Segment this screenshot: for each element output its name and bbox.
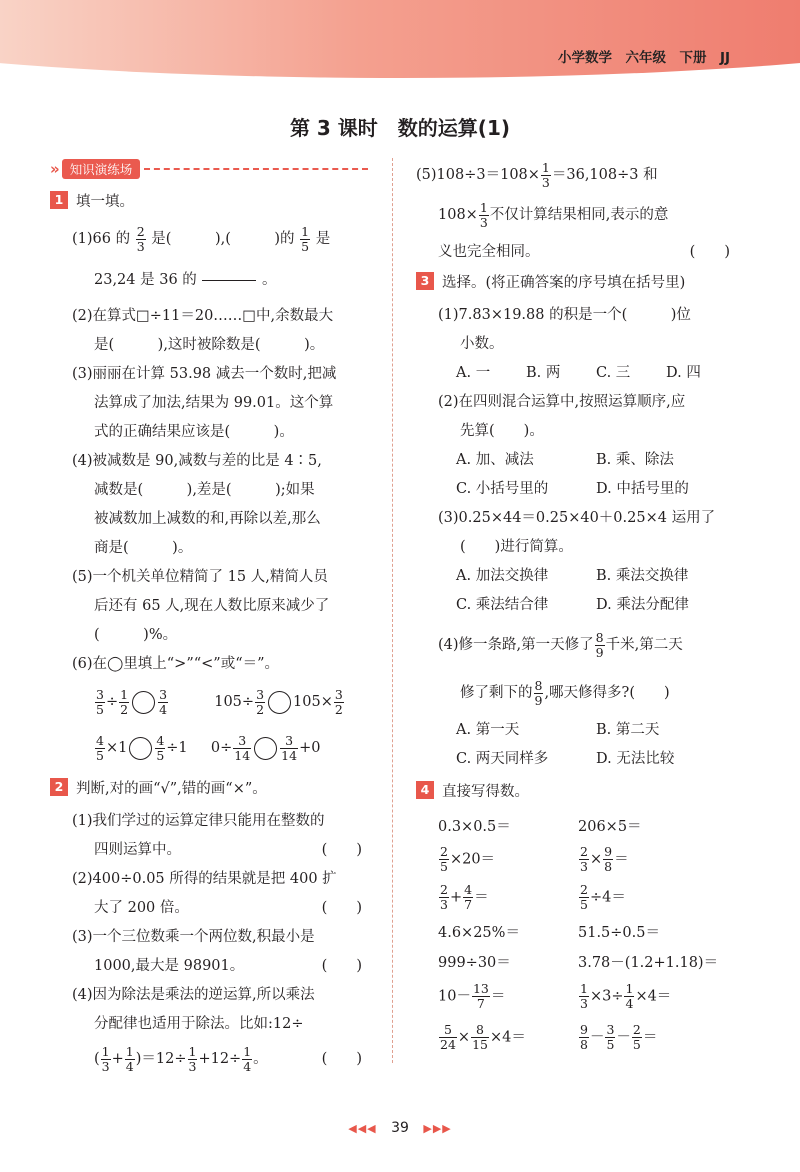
- question-number-badge: 1: [50, 191, 68, 209]
- q2-part-4: [50, 981, 368, 1079]
- calc-item: $\frac{2}{3}$ × $\frac{9}{8}$ ＝: [580, 843, 629, 874]
- q3-part-1: [416, 301, 736, 359]
- q1-part-3: [50, 360, 368, 447]
- q2-part-3: [50, 923, 368, 981]
- text: 108×: [438, 207, 478, 223]
- calc-item: $\frac{2}{3}$ + $\frac{4}{7}$ ＝: [440, 881, 489, 912]
- q3-1-options: [416, 359, 736, 388]
- text: 105×: [293, 694, 333, 710]
- text: 。: [253, 1051, 268, 1067]
- text: (4)修一条路,第一天修了: [438, 637, 594, 653]
- text: +0: [299, 740, 321, 756]
- q3-4-options-row-2: [416, 745, 736, 774]
- answer-paren[interactable]: ( ): [321, 1051, 362, 1067]
- q2-part-1: [50, 807, 368, 865]
- fraction: $\frac{3}{2}$: [334, 686, 343, 717]
- text: 1000,最大是 98901。: [94, 958, 245, 974]
- question-title: 填一填。: [76, 193, 134, 210]
- text-line: (3)0.25×44＝0.25×40＋0.25×4 运用了: [438, 510, 716, 526]
- answer-paren[interactable]: ( ): [689, 244, 730, 260]
- question-1-heading: [50, 188, 368, 212]
- fraction: $\frac{1}{3}$: [188, 1043, 197, 1074]
- text-line: (3)一个三位数乘一个两位数,积最小是: [72, 929, 315, 945]
- column-divider: [392, 158, 393, 1063]
- text: 23,24 是 36 的: [94, 272, 197, 288]
- page-number: [0, 1120, 800, 1136]
- q2-part-5: [416, 158, 736, 267]
- calc-row: [416, 916, 736, 946]
- text-line: (1)7.83×19.88 的积是一个( )位: [438, 307, 691, 323]
- compare-circle[interactable]: [254, 737, 277, 760]
- text: 不仅计算结果相同,表示的意: [489, 207, 669, 223]
- text: 105÷: [214, 694, 255, 710]
- option[interactable]: C. 小括号里的: [456, 481, 549, 497]
- text: +12÷: [198, 1051, 242, 1067]
- compare-circle[interactable]: [132, 691, 155, 714]
- calc-item: 4.6×25%＝: [438, 924, 520, 941]
- q3-part-4: [416, 620, 736, 716]
- compare-circle[interactable]: [129, 737, 152, 760]
- text-line: (1)我们学过的运算定律只能用在整数的: [72, 813, 325, 829]
- option[interactable]: B. 第二天: [596, 722, 660, 738]
- option[interactable]: D. 四: [666, 365, 701, 381]
- calc-row: [416, 840, 736, 878]
- question-2-heading: [50, 775, 368, 799]
- fraction: $\frac{3}{14}$: [281, 732, 298, 763]
- calc-row: [416, 946, 736, 976]
- q3-4-options-row-1: [416, 716, 736, 745]
- text-line: (4)被减数是 90,减数与差的比是 4∶5,: [72, 453, 322, 469]
- text: 大了 200 倍。: [94, 900, 189, 916]
- question-3-heading: [416, 269, 736, 293]
- text: ÷: [105, 694, 119, 710]
- text: 0÷: [210, 740, 233, 756]
- calc-item: 10－ $\frac{13}{7}$ ＝: [438, 980, 506, 1011]
- fraction: $\frac{3}{2}$: [256, 686, 265, 717]
- text-line: 后还有 65 人,现在人数比原来减少了: [94, 598, 330, 614]
- calc-row: [416, 976, 736, 1016]
- fraction: $\frac{1}{3}$: [541, 159, 550, 190]
- option[interactable]: A. 第一天: [456, 722, 520, 738]
- text: 修了剩下的: [460, 685, 533, 701]
- question-title: 选择。(将正确答案的序号填在括号里): [442, 274, 686, 291]
- text: 。: [262, 272, 277, 288]
- fraction: $\frac{8}{9}$: [595, 629, 604, 660]
- text: 是( ),( )的: [151, 231, 295, 247]
- question-number-badge: 4: [416, 781, 434, 799]
- fraction: $\frac{1}{4}$: [243, 1043, 252, 1074]
- option[interactable]: A. 加法交换律: [456, 568, 549, 584]
- text-line: (2)在四则混合运算中,按照运算顺序,应: [438, 394, 686, 410]
- text-line: (6)在◯里填上“>”“<”或“＝”。: [72, 656, 280, 672]
- fraction: $\frac{4}{5}$: [156, 732, 165, 763]
- text-line: (5)一个机关单位精简了 15 人,精简人员: [72, 569, 328, 585]
- text: 四则运算中。: [94, 842, 181, 858]
- text: ＝36,108÷3 和: [551, 167, 658, 183]
- q1-part-1: [50, 220, 368, 302]
- fraction: $\frac{8}{9}$: [534, 677, 543, 708]
- fraction: $\frac{1}{5}$: [301, 223, 310, 254]
- option[interactable]: D. 乘法分配律: [596, 597, 689, 613]
- q3-2-options-row-1: [416, 446, 736, 475]
- text-line: 分配律也适用于除法。比如:12÷: [94, 1016, 304, 1032]
- calc-item: $\frac{1}{3}$ ×3÷ $\frac{1}{4}$ ×4＝: [580, 980, 672, 1011]
- option[interactable]: B. 乘、除法: [596, 452, 674, 468]
- right-column: [416, 158, 736, 1058]
- answer-paren[interactable]: ( ): [321, 900, 362, 916]
- question-title: 直接写得数。: [442, 783, 529, 800]
- section-label: 知识演练场: [62, 159, 141, 179]
- question-number-badge: 3: [416, 272, 434, 290]
- q1-part-2: [50, 302, 368, 360]
- option[interactable]: C. 两天同样多: [456, 751, 549, 767]
- calc-item: 999÷30＝: [438, 954, 511, 971]
- text: ,哪天修得多?( ): [544, 685, 670, 701]
- calc-item: 3.78－(1.2+1.18)＝: [578, 954, 719, 971]
- double-arrow-icon: »: [50, 160, 60, 178]
- dash-line: [144, 168, 368, 170]
- calc-item: $\frac{2}{5}$ ÷4＝: [580, 881, 626, 912]
- left-column: [50, 158, 368, 1079]
- option[interactable]: B. 乘法交换律: [596, 568, 689, 584]
- calc-row: [416, 878, 736, 916]
- text-line: 小数。: [460, 336, 504, 352]
- answer-paren[interactable]: ( ): [321, 958, 362, 974]
- text-line: (2)400÷0.05 所得的结果就是把 400 扩: [72, 871, 337, 887]
- text: ÷1: [166, 740, 188, 756]
- fraction: $\frac{3}{5}$: [96, 686, 104, 717]
- fraction: $\frac{1}{4}$: [125, 1043, 134, 1074]
- calc-item: 0.3×0.5＝: [438, 818, 511, 835]
- option[interactable]: A. 一: [456, 365, 491, 381]
- right-arrows-icon: ▶▶▶: [423, 1122, 452, 1135]
- text-line: ( )%。: [94, 627, 178, 643]
- calc-item: $\frac{2}{5}$ ×20＝: [440, 843, 496, 874]
- blank-fraction-input[interactable]: [202, 267, 256, 294]
- option[interactable]: C. 三: [596, 365, 631, 381]
- option[interactable]: D. 无法比较: [596, 751, 675, 767]
- text-line: (4)因为除法是乘法的逆运算,所以乘法: [72, 987, 315, 1003]
- compare-row-1: [72, 679, 368, 725]
- fraction: $\frac{2}{3}$: [136, 223, 145, 254]
- question-number-badge: 2: [50, 778, 68, 796]
- q2-part-2: [50, 865, 368, 923]
- fraction: $\frac{1}{2}$: [120, 686, 129, 717]
- calc-row: [416, 1016, 736, 1058]
- option[interactable]: C. 乘法结合律: [456, 597, 549, 613]
- answer-paren[interactable]: ( ): [321, 842, 362, 858]
- q1-part-6: [50, 650, 368, 771]
- text: 义也完全相同。: [438, 244, 540, 260]
- fraction: $\frac{3}{4}$: [159, 686, 168, 717]
- text-line: 商是( )。: [94, 540, 193, 556]
- header-banner: [0, 0, 800, 78]
- text: (1)66 的: [72, 231, 131, 247]
- text-line: 减数是( ),差是( );如果: [94, 482, 315, 498]
- compare-row-2: [72, 725, 368, 771]
- text-line: (2)在算式□÷11＝20……□中,余数最大: [72, 308, 334, 324]
- q3-part-2: [416, 388, 736, 446]
- option[interactable]: B. 两: [526, 365, 561, 381]
- question-title: 判断,对的画“√”,错的画“×”。: [76, 780, 267, 797]
- calc-item: $\frac{5}{24}$ × $\frac{8}{15}$ ×4＝: [440, 1021, 526, 1052]
- q3-part-3: [416, 504, 736, 562]
- calc-item: $\frac{9}{8}$ － $\frac{3}{5}$ － $\frac{2}{5}$ ＝: [580, 1021, 658, 1052]
- q1-part-4: [50, 447, 368, 563]
- left-arrows-icon: ◀◀◀: [348, 1122, 377, 1135]
- text: +: [111, 1051, 124, 1067]
- book-info: 小学数学 六年级 下册 JJ: [557, 50, 730, 66]
- option[interactable]: D. 中括号里的: [596, 481, 689, 497]
- lesson-title: 第 3 课时 数的运算(1): [289, 116, 511, 140]
- calc-item: 206×5＝: [578, 818, 642, 835]
- q1-part-5: [50, 563, 368, 650]
- text: ×1: [105, 740, 128, 756]
- text-line: 是( ),这时被除数是( )。: [94, 337, 325, 353]
- text: )＝12÷: [135, 1051, 187, 1067]
- text: (5)108÷3＝108×: [416, 167, 540, 183]
- section-tag: [50, 158, 368, 180]
- page-number-text: 39: [391, 1120, 409, 1136]
- calc-row: [416, 810, 736, 840]
- text-line: (3)丽丽在计算 53.98 减去一个数时,把减: [72, 366, 337, 382]
- q3-2-options-row-2: [416, 475, 736, 504]
- text-line: 被减数加上减数的和,再除以差,那么: [94, 511, 321, 527]
- text: 是: [315, 231, 331, 247]
- option[interactable]: A. 加、减法: [456, 452, 534, 468]
- fraction: $\frac{1}{3}$: [101, 1043, 110, 1074]
- compare-circle[interactable]: [268, 691, 291, 714]
- text-line: 先算( )。: [460, 423, 544, 439]
- q3-3-options-row-2: [416, 591, 736, 620]
- text-line: 法算成了加法,结果为 99.01。这个算: [94, 395, 334, 411]
- calc-item: 51.5÷0.5＝: [578, 924, 660, 941]
- q3-3-options-row-1: [416, 562, 736, 591]
- question-4-heading: [416, 778, 736, 802]
- text: 千米,第二天: [605, 637, 683, 653]
- fraction: $\frac{3}{14}$: [234, 732, 251, 763]
- fraction: $\frac{4}{5}$: [96, 732, 104, 763]
- text-line: 式的正确结果应该是( )。: [94, 424, 294, 440]
- text: (: [94, 1051, 100, 1067]
- fraction: $\frac{1}{3}$: [479, 199, 488, 230]
- text-line: ( )进行简算。: [460, 539, 573, 555]
